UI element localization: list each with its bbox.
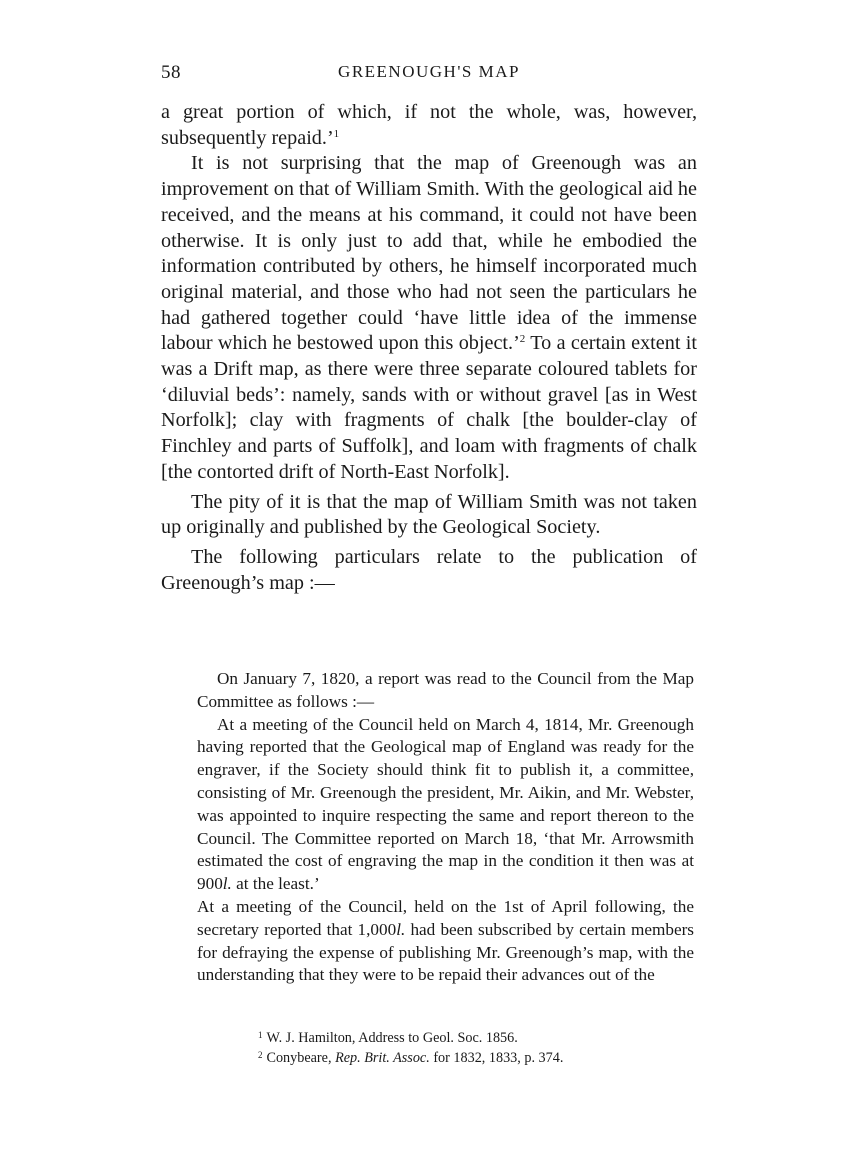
page-header xyxy=(161,62,697,86)
footnote-2-mark: 2 xyxy=(258,1049,263,1060)
footnote-2-author: Conybeare, xyxy=(266,1049,336,1066)
footnote-1 xyxy=(258,1029,698,1049)
paragraph-3: The pity of it is that the map of William Smith was not taken up originally and published by the Geological Society. xyxy=(161,490,697,539)
paragraph-1 xyxy=(161,100,697,151)
currency-unit: l. xyxy=(222,874,232,894)
footnotes xyxy=(258,1029,698,1068)
body-text xyxy=(161,100,697,596)
quote-paragraph-3 xyxy=(197,896,694,987)
quote-paragraph-3-text-a: At a meeting of the Council, held on the 1st of April following, the secretary reported that 1,000 xyxy=(197,896,694,939)
paragraph-1-text: a great portion of which, if not the whole, was, however, subsequently repaid.’ xyxy=(161,101,697,149)
footnote-2-journal: Rep. Brit. Assoc. xyxy=(335,1049,430,1066)
footnote-2 xyxy=(258,1049,698,1069)
paragraph-4: The following particulars relate to the publication of Greenough’s map :— xyxy=(161,545,697,594)
paragraph-2-text-b: To a certain extent it was a Drift map, as there were three separate coloured tablets for ‘diluvial beds’: namely, sands with or without gravel [as in West Norfolk]; clay with fragments of chalk [the boulder-clay of Finchley and parts of Suffolk], and loam with fragments of chalk [the contorted drift of North-East Norfolk]. xyxy=(161,332,697,483)
footnote-1-text: W. J. Hamilton, Address to Geol. Soc. 1856. xyxy=(266,1030,518,1046)
currency-unit: l. xyxy=(396,919,406,939)
quote-paragraph-2 xyxy=(197,714,694,896)
paragraph-2-text-a: It is not surprising that the map of Greenough was an improvement on that of William Smith. With the geological aid he received, and the means at his command, it could not have been otherwise. It is only just to add that, while he embodied the information contributed by others, he himself incorporated much original material, and those who had not seen the particulars he had gathered together could ‘have little idea of the immense labour which he bestowed upon this object.’ xyxy=(161,152,697,355)
paragraph-2 xyxy=(161,151,697,485)
footnote-ref-1: 1 xyxy=(333,127,340,140)
quoted-report xyxy=(197,668,694,987)
footnote-2-rest: for 1832, 1833, p. 374. xyxy=(429,1049,564,1066)
running-title: GREENOUGH'S MAP xyxy=(338,62,520,81)
quote-paragraph-2-text: At a meeting of the Council held on March 4, 1814, Mr. Greenough having reported that the Geological map of England was ready for the engraver, if the Society should think fit to publish it, a committee, consisting of Mr. Greenough the president, Mr. Aikin, and Mr. Webster, was appointed to inquire respecting the same and report thereon to the Council. The Committee reported on March 18, ‘that Mr. Arrowsmith estimated the cost of engraving the map in the condition it then was at 900 xyxy=(197,714,694,894)
footnote-1-mark: 1 xyxy=(258,1030,263,1040)
quote-paragraph-2-end: at the least.’ xyxy=(231,874,320,894)
quote-paragraph-3-text-b: had been subscribed by certain members for defraying the expense of publishing Mr. Greenough’s map, with the understanding that they were to be repaid their advances out of the xyxy=(197,919,694,985)
page-number: 58 xyxy=(161,62,181,83)
footnote-ref-2: 2 xyxy=(519,333,526,346)
quote-paragraph-1: On January 7, 1820, a report was read to the Council from the Map Committee as follows :— xyxy=(197,669,694,711)
